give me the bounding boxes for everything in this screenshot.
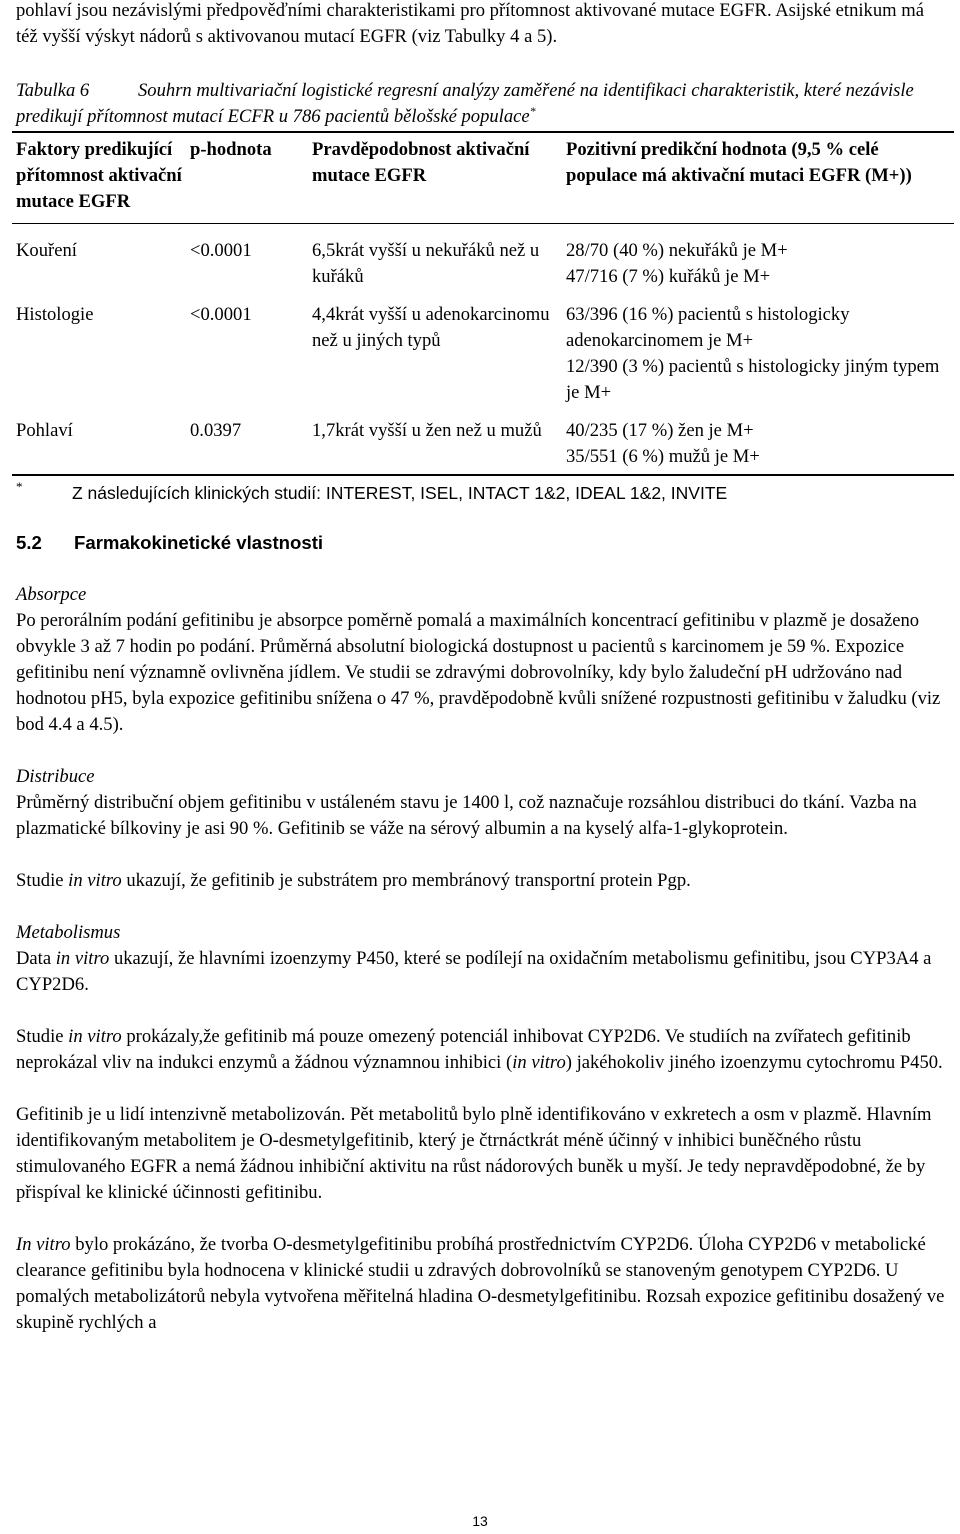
metabolismus-paragraph-3: Gefitinib je u lidí intenzivně metabolizován. Pět metabolitů bylo plně identifikováno v exkretech a osm v plazmě. Hlavním identifikovaným metabolitem je O-desmetylgefitinib, který je čtrnáctkrát méně účinný v inhibici buněčného růstu stimulovaného EGFR a nemá žádnou inhibiční aktivitu na růst nádorových buněk u myší. Je tedy nepravděpodobné, že by přispíval ke klinické účinnosti gefitinibu. [16,1104,932,1203]
metabolismus-paragraph-1: Data in vitro ukazují, že hlavními izoenzymy P450, které se podílejí na oxidačním metabolismu gefinitibu, jsou CYP3A4 a CYP2D6. [16,948,932,995]
header-ppv: Pozitivní predikční hodnota (9,5 % celé populace má aktivační mutaci EGFR (M+)) [566,139,912,186]
table-header-row [12,132,954,224]
subheading-metabolismus: Metabolismus [16,922,121,943]
table-number: Tabulka 6 [16,80,90,101]
table-caption-text: Souhrn multivariační logistické regresní analýzy zaměřené na identifikaci charakteristik, které nezávisle predikují přítomnost mutací ECFR u 786 pacientů bělošské populace [16,80,914,127]
row-ppv-line: 28/70 (40 %) nekuřáků je M+ [566,240,788,261]
table-row [12,302,954,418]
absorpce-paragraph: Po perorálním podání gefitinibu je absorpce poměrně pomalá a maximálních koncentrací gefitinibu v plazmě je dosaženo obvykle 3 až 7 hodin po podání. Průměrná absolutní biologická dostupnost u pacientů s karcinomem je 59 %. Expozice gefitinibu není významně ovlivněna jídlem. Ve studii se zdravými dobrovolníky, kdy bylo žaludeční pH udržováno nad hodnotou pH5, byla expozice gefitinibu snížena o 47 %, pravděpodobně kvůli snížené rozpustnosti gefitinibu v žaludku (viz bod 4.4 a 4.5). [16,610,941,735]
row-p-value: <0.0001 [186,224,308,303]
row-ppv [562,224,954,303]
row-factor: Histologie [16,304,94,325]
row-ppv-line: 12/390 (3 %) pacientů s histologicky jiným typem je M+ [566,356,940,403]
row-probability: 4,4krát vyšší u adenokarcinomu než u jiných typů [312,304,550,351]
header-probability: Pravděpodobnost aktivační mutace EGFR [312,139,530,186]
row-ppv [562,302,954,418]
distribuce-paragraph: Průměrný distribuční objem gefitinibu v ustáleném stavu je 1400 l, což naznačuje rozsáhlou distribuci do tkání. Vazba na plazmatické bílkoviny je asi 90 %. Gefitinib se váže na sérový albumin a na kyselý alfa-1-glykoprotein. [16,792,917,839]
row-factor: Kouření [12,224,186,303]
metabolismus-paragraph-4: In vitro bylo prokázáno, že tvorba O-desmetylgefitinibu probíhá prostřednictvím CYP2D6. Úloha CYP2D6 v metabolické clearance gefitinibu byla hodnocena v klinické studii u zdravých dobrovolníků se stanoveným genotypem CYP2D6. U pomalých metabolizátorů nebyla vytvořena měřitelná hladina O-desmetylgefitinibu. Rozsah expozice gefitinibu dosažený ve skupině rychlých a [16,1234,945,1333]
row-ppv-line: 40/235 (17 %) žen je M+ [566,420,754,441]
header-p-value: p-hodnota [190,139,272,160]
table-row [12,418,954,475]
row-ppv [562,418,954,475]
footnote-text: Z následujících klinických studií: INTEREST, ISEL, INTACT 1&2, IDEAL 1&2, INVITE [72,483,728,503]
document-page [16,0,946,1336]
row-factor: Pohlaví [16,420,73,441]
row-ppv-line: 35/551 (6 %) mužů je M+ [566,446,760,467]
section-heading [16,530,946,556]
metabolismus-paragraph-2: Studie in vitro prokázaly,že gefitinib má pouze omezený potenciál inhibovat CYP2D6. Ve studiích na zvířatech gefitinib neprokázal vliv na indukci enzymů a žádnou významnou inhibici (in vitro) jakéhokoliv jiného izoenzymu cytochromu P450. [16,1026,943,1073]
page-number: 13 [472,1513,488,1529]
table-6 [12,131,954,476]
table-caption [16,78,946,130]
table-caption-mark: * [529,103,536,118]
row-probability: 6,5krát vyšší u nekuřáků než u kuřáků [308,224,562,303]
subheading-distribuce: Distribuce [16,766,95,787]
row-probability: 1,7krát vyšší u žen než u mužů [312,420,542,441]
footnote-mark: * [16,479,23,494]
table-footnote [16,480,946,506]
row-p-value: 0.0397 [190,420,242,441]
row-p-value: <0.0001 [190,304,252,325]
row-ppv-line: 47/716 (7 %) kuřáků je M+ [566,266,771,287]
distribuce-paragraph-2: Studie in vitro ukazují, že gefitinib je substrátem pro membránový transportní protein Pgp. [16,870,691,891]
subheading-absorpce: Absorpce [16,584,87,605]
section-title: Farmakokinetické vlastnosti [74,532,324,553]
row-ppv-line: 63/396 (16 %) pacientů s histologicky adenokarcinomem je M+ [566,304,850,351]
intro-paragraph: pohlaví jsou nezávislými předpověďními charakteristikami pro přítomnost aktivované mutace EGFR. Asijské etnikum má též vyšší výskyt nádorů s aktivovanou mutací EGFR (viz Tabulky 4 a 5). [16,0,924,47]
table-row [12,224,954,303]
section-number: 5.2 [16,532,42,553]
header-factors: Faktory predikující přítomnost aktivační mutace EGFR [16,139,182,212]
